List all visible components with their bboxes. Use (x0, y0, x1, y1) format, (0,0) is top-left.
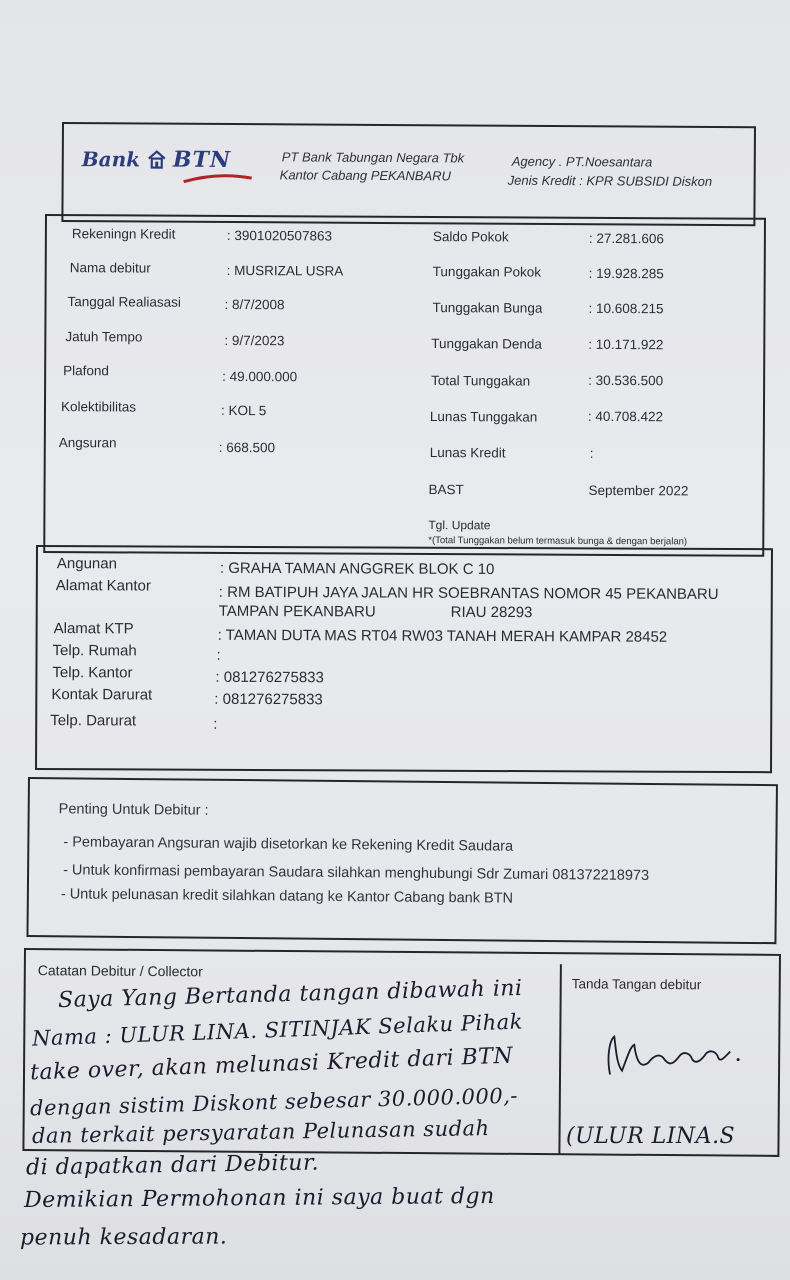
field-label: Total Tunggakan (431, 373, 531, 389)
house-icon (146, 150, 166, 175)
address-value: : (213, 715, 218, 733)
address-value: : (216, 646, 221, 664)
company-name: PT Bank Tabungan Negara Tbk (281, 149, 465, 166)
catatan-title: Catatan Debitur / Collector (37, 962, 203, 980)
penting-title: Penting Untuk Debitur : (58, 801, 209, 819)
address-label: Telp. Darurat (50, 712, 137, 730)
field-value: : 19.928.285 (588, 265, 664, 282)
field-label: Nama debitur (69, 260, 151, 276)
field-label: Lunas Tunggakan (429, 409, 538, 425)
field-label: Tanggal Realiasasi (67, 294, 181, 310)
field-value: : 27.281.606 (588, 230, 664, 247)
field-label: Rekeningn Kredit (71, 226, 176, 242)
handwriting-line: penuh kesadaran. (19, 1224, 228, 1251)
branch-name: Kantor Cabang PEKANBARU (279, 167, 451, 184)
address-value: : GRAHA TAMAN ANGGREK BLOK C 10 (219, 559, 495, 579)
field-label: Tunggakan Denda (431, 336, 542, 352)
field-label: Saldo Pokok (432, 229, 509, 245)
logo-btn-word: BTN (172, 146, 232, 174)
field-label: Kolektibilitas (60, 399, 137, 415)
address-value: : TAMAN DUTA MAS RT04 RW03 TANAH MERAH KAMPAR 28452 (217, 626, 668, 646)
field-value: : 8/7/2008 (224, 296, 285, 313)
tgl-update-label: Tgl. Update (428, 518, 491, 533)
field-label: Jatuh Tempo (65, 329, 143, 345)
signature-name: (ULUR LINA.S (566, 1124, 736, 1149)
address-value: TAMPAN PEKANBARU RIAU 28293 (218, 602, 533, 622)
footnote: *(Total Tunggakan belum termasuk bunga & dengan berjalan) (428, 535, 688, 548)
address-label: Alamat KTP (53, 620, 134, 638)
header-box (61, 122, 756, 226)
field-value: : 10.171.922 (588, 336, 664, 353)
penting-item: - Pembayaran Angsuran wajib disetorkan ke Rekening Kredit Saudara (63, 834, 514, 855)
field-label: Angsuran (58, 435, 117, 451)
signature-divider (558, 964, 561, 1154)
field-value: : KOL 5 (220, 402, 267, 419)
field-value: : MUSRIZAL USRA (226, 262, 344, 279)
handwriting-line: take over, akan melunasi Kredit dari BTN (29, 1043, 514, 1086)
field-label: Plafond (63, 363, 110, 379)
address-label: Kontak Darurat (51, 686, 153, 704)
address-box (35, 545, 773, 773)
account-details-box (43, 214, 766, 557)
field-value: : (589, 445, 594, 461)
field-value: September 2022 (588, 482, 689, 499)
field-value: : 10.608.215 (588, 300, 664, 317)
field-value: : 49.000.000 (222, 368, 298, 385)
field-value: : 40.708.422 (587, 408, 664, 425)
jenis-kredit-text: Jenis Kredit : KPR SUBSIDI Diskon (507, 172, 713, 189)
address-value: : 081276275833 (215, 668, 324, 687)
address-label: Telp. Rumah (52, 642, 137, 660)
handwriting-line: Saya Yang Bertanda tangan dibawah ini (57, 975, 523, 1014)
handwriting-line: Nama : ULUR LINA. SITINJAK Selaku Pihak (31, 1009, 524, 1051)
address-value: : 081276275833 (214, 690, 323, 709)
penting-box (26, 777, 778, 944)
logo-bank-word: Bank (81, 147, 141, 172)
field-label: Tunggakan Bunga (432, 300, 543, 316)
address-label: Angunan (56, 555, 118, 573)
handwriting-line: di dapatkan dari Debitur. (25, 1150, 320, 1181)
signature-title: Tanda Tangan debitur (571, 976, 702, 993)
handwriting-line: dan terkait persyaratan Pelunasan sudah (31, 1116, 490, 1148)
field-value: : 9/7/2023 (224, 332, 285, 349)
address-label: Alamat Kantor (55, 577, 151, 595)
field-value: : 30.536.500 (588, 372, 664, 389)
field-label: Tunggakan Pokok (432, 264, 542, 280)
field-label: BAST (428, 482, 464, 498)
field-value: : 3901020507863 (226, 227, 333, 244)
field-value: : 668.500 (218, 439, 276, 456)
address-value: : RM BATIPUH JAYA JALAN HR SOEBRANTAS NOMOR 45 PEKANBARU (218, 583, 719, 603)
penting-item: - Untuk konfirmasi pembayaran Saudara silahkan menghubungi Sdr Zumari 081372218973 (63, 862, 650, 884)
handwriting-line: dengan sistim Diskont sebesar 30.000.000,- (29, 1083, 519, 1121)
handwriting-line: Demikian Permohonan ini saya buat dgn (23, 1183, 495, 1214)
penting-item: - Untuk pelunasan kredit silahkan datang ke Kantor Cabang bank BTN (60, 886, 514, 907)
agency-text: Agency . PT.Noesantara (511, 153, 653, 170)
address-label: Telp. Kantor (52, 664, 133, 682)
debtor-signature (600, 1025, 751, 1091)
field-label: Lunas Kredit (429, 445, 506, 461)
logo-swoosh (182, 171, 254, 189)
